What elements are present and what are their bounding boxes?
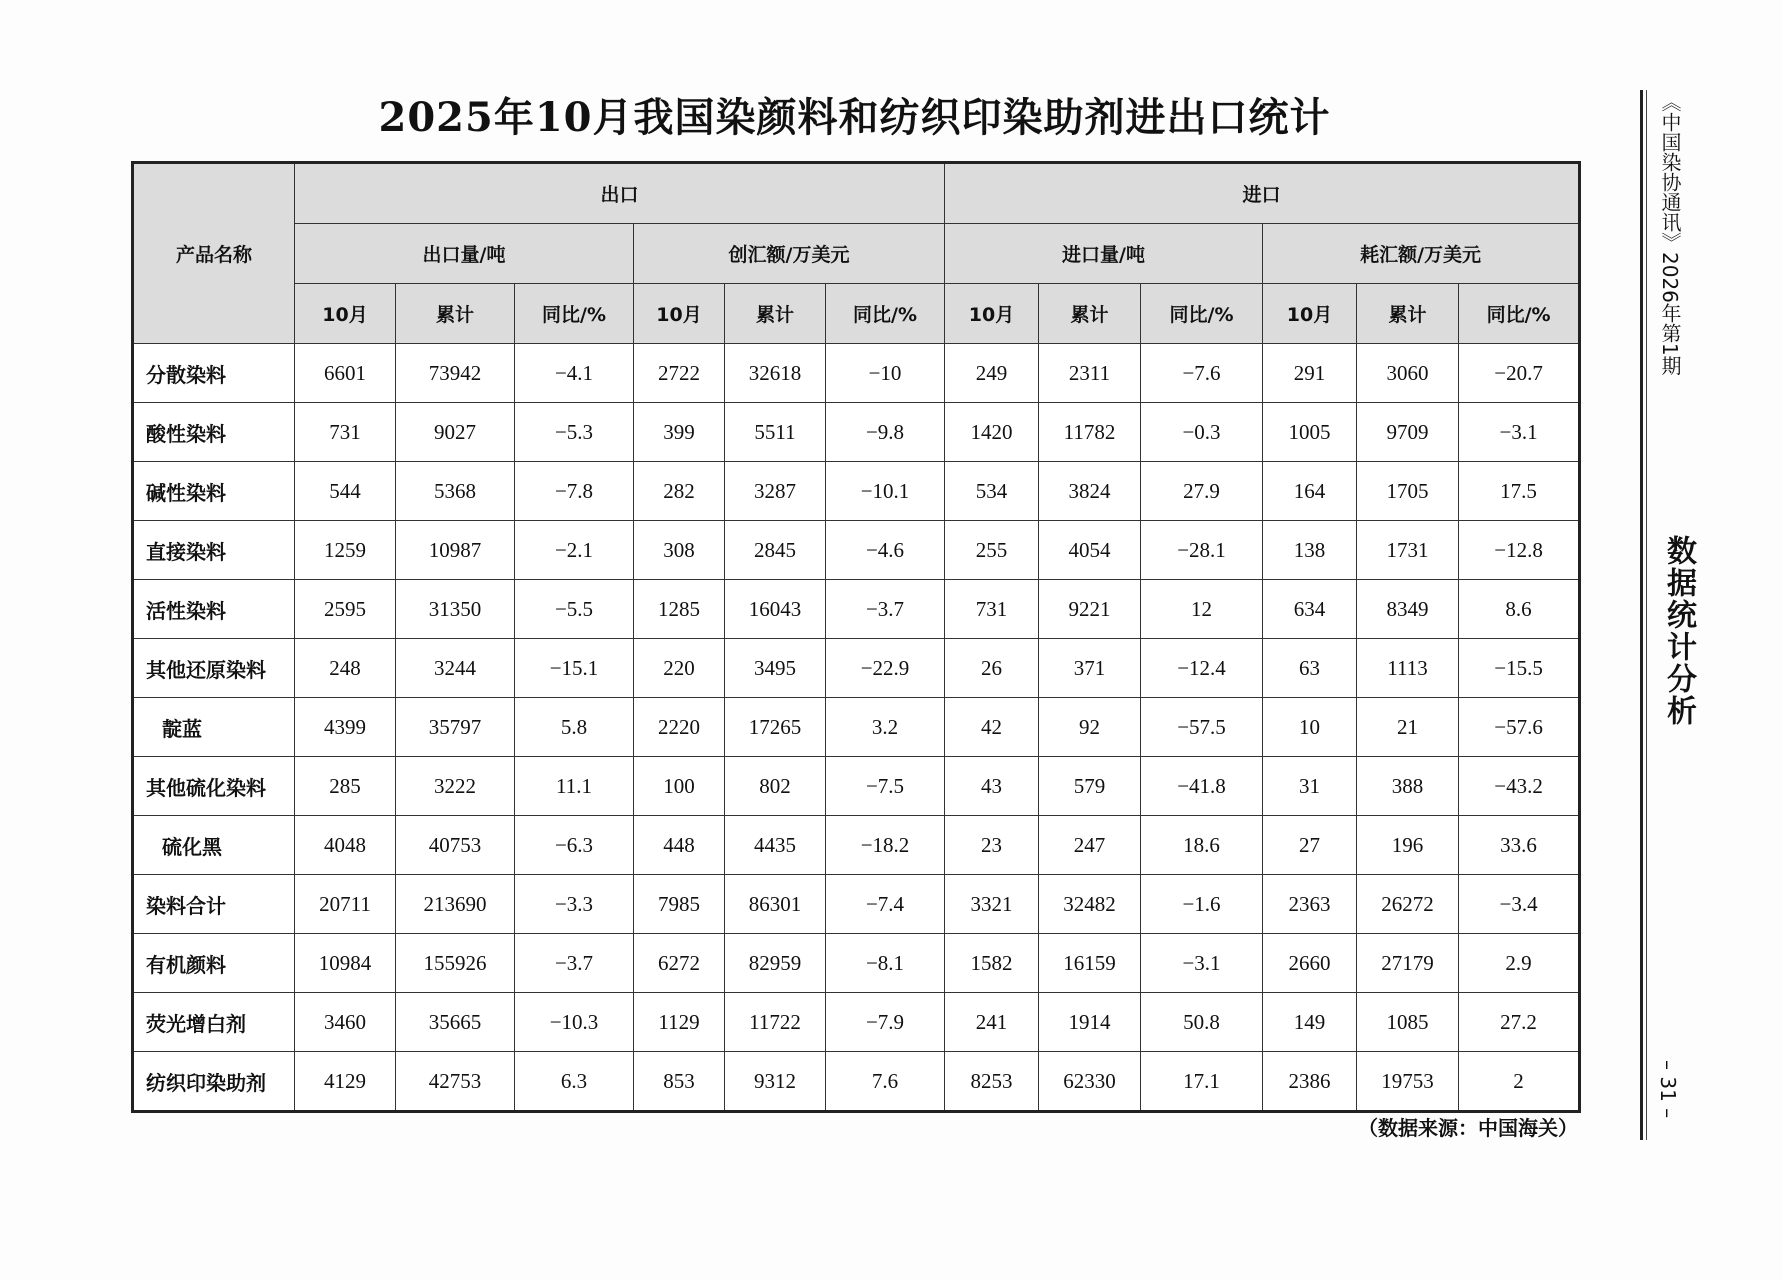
value-cell: 17265 xyxy=(725,698,826,757)
product-name-cell: 直接染料 xyxy=(133,521,295,580)
value-cell: 33.6 xyxy=(1459,816,1580,875)
value-cell: 6601 xyxy=(295,344,396,403)
subheader-cell: 累计 xyxy=(396,284,515,344)
value-cell: 2.9 xyxy=(1459,934,1580,993)
value-cell: 285 xyxy=(295,757,396,816)
product-name-cell: 活性染料 xyxy=(133,580,295,639)
value-cell: 853 xyxy=(634,1052,725,1112)
value-cell: 399 xyxy=(634,403,725,462)
value-cell: 73942 xyxy=(396,344,515,403)
page-number: – 31 – xyxy=(1656,1060,1680,1119)
subheader-cell: 同比/% xyxy=(1459,284,1580,344)
product-name-cell: 酸性染料 xyxy=(133,403,295,462)
value-cell: 308 xyxy=(634,521,725,580)
value-cell: −3.1 xyxy=(1141,934,1263,993)
value-cell: 534 xyxy=(945,462,1039,521)
data-source-note: （数据来源：中国海关） xyxy=(1358,1116,1578,1140)
value-cell: 11782 xyxy=(1039,403,1141,462)
table-row xyxy=(133,344,1580,403)
value-cell: −6.3 xyxy=(515,816,634,875)
value-cell: −7.4 xyxy=(826,875,945,934)
value-cell: 1005 xyxy=(1263,403,1357,462)
product-name-cell: 靛蓝 xyxy=(133,698,295,757)
value-cell: 35665 xyxy=(396,993,515,1052)
value-cell: 17.5 xyxy=(1459,462,1580,521)
value-cell: −12.4 xyxy=(1141,639,1263,698)
value-cell: 11722 xyxy=(725,993,826,1052)
table-row xyxy=(133,875,1580,934)
value-cell: 9709 xyxy=(1357,403,1459,462)
journal-issue: 《中国染协通讯》2026年第1期 xyxy=(1658,92,1682,376)
value-cell: 1259 xyxy=(295,521,396,580)
value-cell: −28.1 xyxy=(1141,521,1263,580)
value-cell: −7.8 xyxy=(515,462,634,521)
value-cell: 10 xyxy=(1263,698,1357,757)
value-cell: 16043 xyxy=(725,580,826,639)
value-cell: 10984 xyxy=(295,934,396,993)
table-row xyxy=(133,403,1580,462)
value-cell: 149 xyxy=(1263,993,1357,1052)
value-cell: 634 xyxy=(1263,580,1357,639)
value-cell: 5.8 xyxy=(515,698,634,757)
value-cell: 247 xyxy=(1039,816,1141,875)
value-cell: −57.6 xyxy=(1459,698,1580,757)
subheader-cell: 10月 xyxy=(295,284,396,344)
value-cell: 27 xyxy=(1263,816,1357,875)
value-cell: 1705 xyxy=(1357,462,1459,521)
table-row xyxy=(133,639,1580,698)
header-import-volume: 进口量/吨 xyxy=(945,224,1263,284)
value-cell: −22.9 xyxy=(826,639,945,698)
subheader-cell: 10月 xyxy=(945,284,1039,344)
value-cell: 3460 xyxy=(295,993,396,1052)
value-cell: 1582 xyxy=(945,934,1039,993)
value-cell: 1113 xyxy=(1357,639,1459,698)
value-cell: 291 xyxy=(1263,344,1357,403)
value-cell: −15.5 xyxy=(1459,639,1580,698)
value-cell: 42753 xyxy=(396,1052,515,1112)
value-cell: 40753 xyxy=(396,816,515,875)
value-cell: 5368 xyxy=(396,462,515,521)
value-cell: −4.6 xyxy=(826,521,945,580)
value-cell: 16159 xyxy=(1039,934,1141,993)
value-cell: −43.2 xyxy=(1459,757,1580,816)
value-cell: 138 xyxy=(1263,521,1357,580)
value-cell: 220 xyxy=(634,639,725,698)
product-name-cell: 其他还原染料 xyxy=(133,639,295,698)
value-cell: −4.1 xyxy=(515,344,634,403)
value-cell: 4435 xyxy=(725,816,826,875)
value-cell: 17.1 xyxy=(1141,1052,1263,1112)
table-row xyxy=(133,521,1580,580)
table-row xyxy=(133,1052,1580,1112)
table-row xyxy=(133,580,1580,639)
table-body xyxy=(133,344,1580,1112)
value-cell: 27179 xyxy=(1357,934,1459,993)
value-cell: 2311 xyxy=(1039,344,1141,403)
subheader-cell: 同比/% xyxy=(515,284,634,344)
value-cell: 282 xyxy=(634,462,725,521)
value-cell: 6272 xyxy=(634,934,725,993)
value-cell: −7.5 xyxy=(826,757,945,816)
value-cell: 2386 xyxy=(1263,1052,1357,1112)
value-cell: 3495 xyxy=(725,639,826,698)
margin-rule xyxy=(1640,90,1643,1140)
value-cell: 20711 xyxy=(295,875,396,934)
value-cell: −10.3 xyxy=(515,993,634,1052)
product-name-cell: 碱性染料 xyxy=(133,462,295,521)
value-cell: −3.4 xyxy=(1459,875,1580,934)
value-cell: −0.3 xyxy=(1141,403,1263,462)
value-cell: 1085 xyxy=(1357,993,1459,1052)
value-cell: 3.2 xyxy=(826,698,945,757)
value-cell: 2595 xyxy=(295,580,396,639)
value-cell: −5.5 xyxy=(515,580,634,639)
value-cell: 255 xyxy=(945,521,1039,580)
value-cell: −15.1 xyxy=(515,639,634,698)
value-cell: 9312 xyxy=(725,1052,826,1112)
value-cell: 3222 xyxy=(396,757,515,816)
value-cell: 2722 xyxy=(634,344,725,403)
value-cell: 35797 xyxy=(396,698,515,757)
subheader-cell: 累计 xyxy=(1357,284,1459,344)
value-cell: 731 xyxy=(945,580,1039,639)
value-cell: 3824 xyxy=(1039,462,1141,521)
subheader-row xyxy=(133,284,1580,344)
value-cell: −3.7 xyxy=(826,580,945,639)
value-cell: 1731 xyxy=(1357,521,1459,580)
product-name-cell: 分散染料 xyxy=(133,344,295,403)
value-cell: 249 xyxy=(945,344,1039,403)
value-cell: 43 xyxy=(945,757,1039,816)
value-cell: −57.5 xyxy=(1141,698,1263,757)
value-cell: 32482 xyxy=(1039,875,1141,934)
header-export-volume: 出口量/吨 xyxy=(295,224,634,284)
value-cell: 371 xyxy=(1039,639,1141,698)
value-cell: −3.3 xyxy=(515,875,634,934)
value-cell: 731 xyxy=(295,403,396,462)
value-cell: 8253 xyxy=(945,1052,1039,1112)
header-export-value: 创汇额/万美元 xyxy=(634,224,945,284)
table-row xyxy=(133,698,1580,757)
value-cell: −20.7 xyxy=(1459,344,1580,403)
subheader-cell: 同比/% xyxy=(826,284,945,344)
value-cell: 26272 xyxy=(1357,875,1459,934)
value-cell: 2845 xyxy=(725,521,826,580)
product-name-cell: 其他硫化染料 xyxy=(133,757,295,816)
value-cell: 12 xyxy=(1141,580,1263,639)
value-cell: −3.1 xyxy=(1459,403,1580,462)
product-name-cell: 有机颜料 xyxy=(133,934,295,993)
value-cell: 2 xyxy=(1459,1052,1580,1112)
header-import-value: 耗汇额/万美元 xyxy=(1263,224,1580,284)
value-cell: −12.8 xyxy=(1459,521,1580,580)
value-cell: −10.1 xyxy=(826,462,945,521)
value-cell: 196 xyxy=(1357,816,1459,875)
value-cell: 32618 xyxy=(725,344,826,403)
value-cell: 1285 xyxy=(634,580,725,639)
value-cell: 7985 xyxy=(634,875,725,934)
table-row xyxy=(133,934,1580,993)
value-cell: 164 xyxy=(1263,462,1357,521)
value-cell: −41.8 xyxy=(1141,757,1263,816)
table-row xyxy=(133,816,1580,875)
value-cell: 9221 xyxy=(1039,580,1141,639)
value-cell: 26 xyxy=(945,639,1039,698)
product-name-cell: 硫化黑 xyxy=(133,816,295,875)
table-row xyxy=(133,462,1580,521)
value-cell: 86301 xyxy=(725,875,826,934)
value-cell: 31350 xyxy=(396,580,515,639)
value-cell: 1914 xyxy=(1039,993,1141,1052)
value-cell: −5.3 xyxy=(515,403,634,462)
value-cell: 8.6 xyxy=(1459,580,1580,639)
value-cell: 4129 xyxy=(295,1052,396,1112)
value-cell: 3287 xyxy=(725,462,826,521)
value-cell: 3321 xyxy=(945,875,1039,934)
subheader-cell: 同比/% xyxy=(1141,284,1263,344)
value-cell: 19753 xyxy=(1357,1052,1459,1112)
value-cell: 6.3 xyxy=(515,1052,634,1112)
value-cell: 1420 xyxy=(945,403,1039,462)
value-cell: 50.8 xyxy=(1141,993,1263,1052)
subheader-cell: 10月 xyxy=(634,284,725,344)
value-cell: 7.6 xyxy=(826,1052,945,1112)
section-title: 数据统计分析 xyxy=(1661,535,1696,727)
value-cell: 2363 xyxy=(1263,875,1357,934)
value-cell: 213690 xyxy=(396,875,515,934)
subheader-cell: 累计 xyxy=(725,284,826,344)
subheader-cell: 10月 xyxy=(1263,284,1357,344)
value-cell: −10 xyxy=(826,344,945,403)
value-cell: −1.6 xyxy=(1141,875,1263,934)
value-cell: 23 xyxy=(945,816,1039,875)
header-export: 出口 xyxy=(295,163,945,224)
value-cell: 63 xyxy=(1263,639,1357,698)
product-name-cell: 荧光增白剂 xyxy=(133,993,295,1052)
value-cell: 4054 xyxy=(1039,521,1141,580)
value-cell: 31 xyxy=(1263,757,1357,816)
value-cell: 388 xyxy=(1357,757,1459,816)
value-cell: 3060 xyxy=(1357,344,1459,403)
value-cell: −7.6 xyxy=(1141,344,1263,403)
value-cell: 241 xyxy=(945,993,1039,1052)
value-cell: 579 xyxy=(1039,757,1141,816)
subheader-cell: 累计 xyxy=(1039,284,1141,344)
product-name-cell: 染料合计 xyxy=(133,875,295,934)
value-cell: 10987 xyxy=(396,521,515,580)
table-row xyxy=(133,993,1580,1052)
value-cell: −18.2 xyxy=(826,816,945,875)
value-cell: 9027 xyxy=(396,403,515,462)
value-cell: 802 xyxy=(725,757,826,816)
value-cell: 2220 xyxy=(634,698,725,757)
value-cell: 92 xyxy=(1039,698,1141,757)
value-cell: −3.7 xyxy=(515,934,634,993)
table-row xyxy=(133,757,1580,816)
value-cell: 155926 xyxy=(396,934,515,993)
value-cell: 27.2 xyxy=(1459,993,1580,1052)
value-cell: 4048 xyxy=(295,816,396,875)
value-cell: −2.1 xyxy=(515,521,634,580)
value-cell: 1129 xyxy=(634,993,725,1052)
value-cell: 448 xyxy=(634,816,725,875)
value-cell: 62330 xyxy=(1039,1052,1141,1112)
header-import: 进口 xyxy=(945,163,1580,224)
import-export-table xyxy=(131,161,1581,1113)
value-cell: 3244 xyxy=(396,639,515,698)
page-title: 2025年10月我国染颜料和纺织印染助剂进出口统计 xyxy=(378,94,1331,141)
product-name-cell: 纺织印染助剂 xyxy=(133,1052,295,1112)
value-cell: 11.1 xyxy=(515,757,634,816)
value-cell: −7.9 xyxy=(826,993,945,1052)
value-cell: −9.8 xyxy=(826,403,945,462)
value-cell: 544 xyxy=(295,462,396,521)
value-cell: −8.1 xyxy=(826,934,945,993)
value-cell: 8349 xyxy=(1357,580,1459,639)
value-cell: 248 xyxy=(295,639,396,698)
value-cell: 100 xyxy=(634,757,725,816)
value-cell: 2660 xyxy=(1263,934,1357,993)
header-product-name: 产品名称 xyxy=(133,163,295,344)
value-cell: 4399 xyxy=(295,698,396,757)
value-cell: 21 xyxy=(1357,698,1459,757)
value-cell: 42 xyxy=(945,698,1039,757)
value-cell: 5511 xyxy=(725,403,826,462)
value-cell: 82959 xyxy=(725,934,826,993)
margin-rule-thin xyxy=(1646,90,1647,1140)
value-cell: 18.6 xyxy=(1141,816,1263,875)
value-cell: 27.9 xyxy=(1141,462,1263,521)
